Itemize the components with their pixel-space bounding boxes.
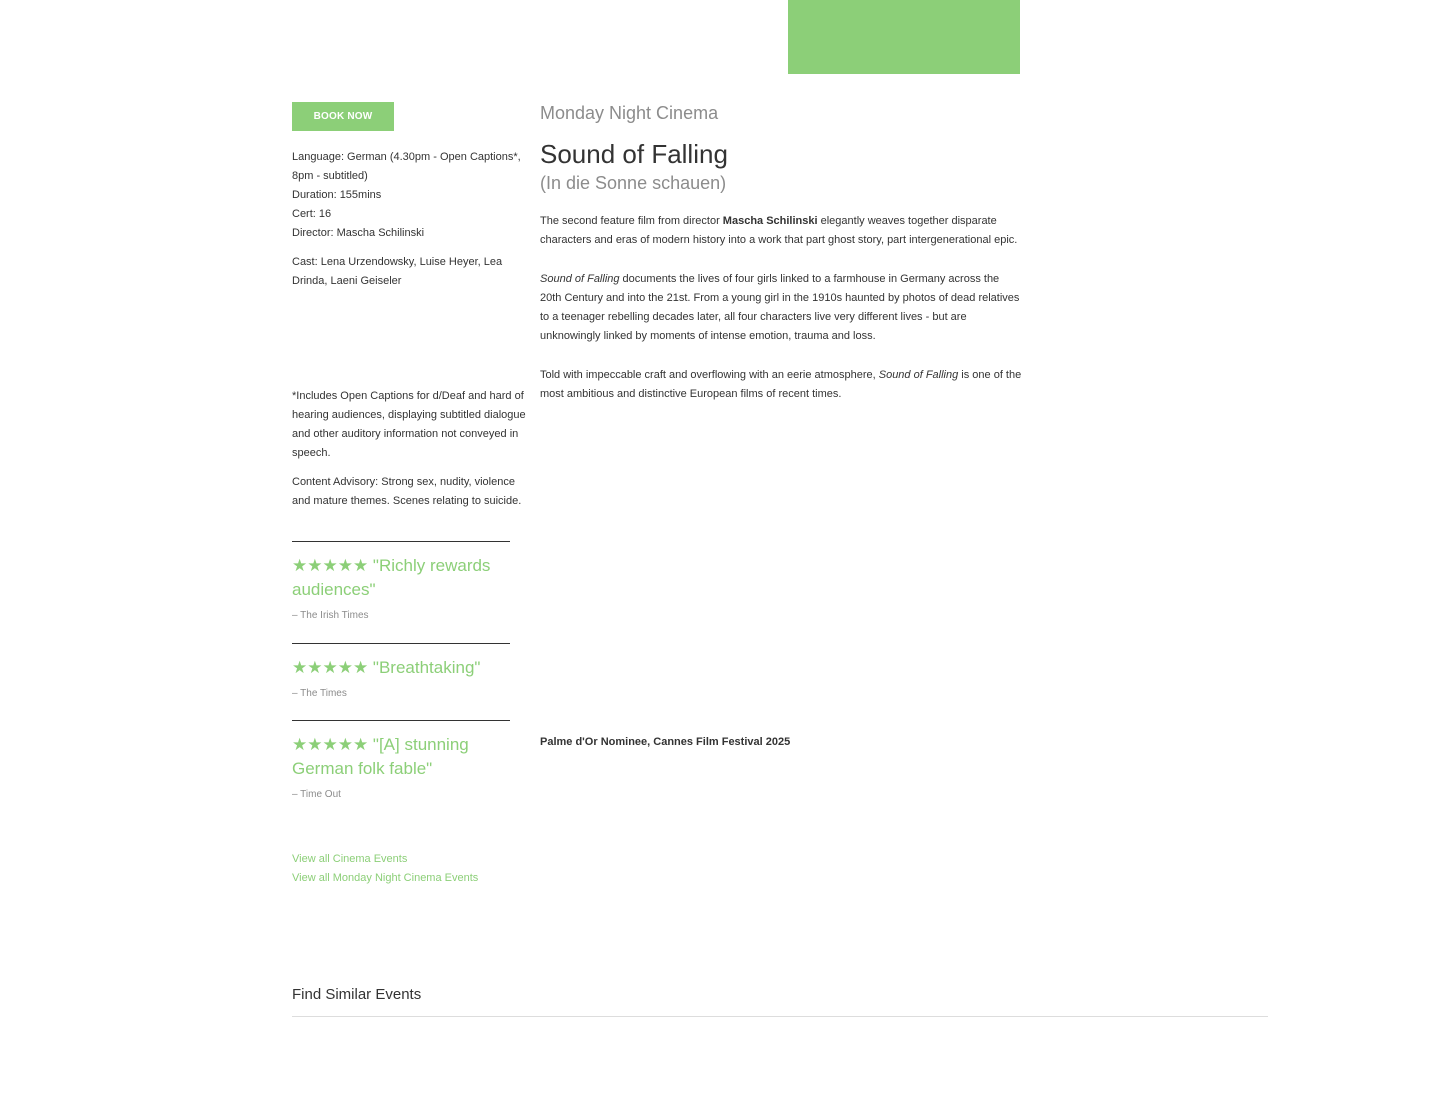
event-sidebar — [292, 102, 526, 888]
review-item — [292, 643, 510, 701]
event-main — [540, 102, 1022, 404]
info-director: Director: Mascha Schilinski — [292, 227, 425, 239]
desc-text: documents the lives of four girls linked to a farmhouse in Germany across the 20th Century and into the 21st. From a young girl in the 1910s haunted by photos of dead relatives to a teenager rebelling decades later, all four characters live very different lives - but are unknowingly linked by moments of intense emotion, trauma and loss. — [540, 273, 1020, 342]
find-similar-title: Find Similar Events — [292, 986, 422, 1003]
review-item — [292, 720, 510, 802]
content-advisory: Content Advisory: Strong sex, nudity, violence and mature themes. Scenes relating to suicide. — [292, 476, 522, 507]
film-original-title: (In die Sonne schauen) — [540, 173, 727, 193]
film-title-inline: Sound of Falling — [878, 369, 959, 381]
event-links — [292, 850, 526, 888]
desc-text: The second feature film from director — [540, 215, 723, 227]
director-name: Mascha Schilinski — [722, 215, 818, 227]
review-item — [292, 541, 510, 623]
event-info — [292, 148, 526, 243]
info-duration: Duration: 155mins — [292, 189, 382, 201]
page-title: Sound of Falling — [540, 139, 728, 169]
info-language: Language: German (4.30pm - Open Captions*, 8pm - subtitled) — [292, 151, 521, 182]
description-paragraph — [540, 366, 1022, 404]
review-source: – Time Out — [292, 789, 341, 800]
top-banner-image — [788, 0, 1020, 74]
open-captions-note: *Includes Open Captions for d/Deaf and hard of hearing audiences, displaying subtitled dialogue and other auditory information not conveyed in speech. — [292, 390, 526, 459]
desc-text: Told with impeccable craft and overflowing with an eerie atmosphere, — [540, 369, 879, 381]
review-quote: ★★★★★ "[A] stunning German folk fable" — [292, 735, 469, 778]
review-quote: ★★★★★ "Breathtaking" — [292, 658, 481, 677]
view-all-cinema-events-link[interactable]: View all Cinema Events — [292, 853, 408, 865]
film-title-inline: Sound of Falling — [540, 273, 620, 285]
desc-text: elegantly weaves together disparate characters and eras of modern history into a work that part ghost story, part intergenerational epic. — [540, 215, 1018, 246]
info-cert: Cert: 16 — [292, 208, 332, 220]
book-now-button[interactable]: BOOK NOW — [292, 102, 394, 131]
review-quote: ★★★★★ "Richly rewards audiences" — [292, 556, 491, 599]
info-cast: Cast: Lena Urzendowsky, Luise Heyer, Lea Drinda, Laeni Geiseler — [292, 256, 503, 287]
award-note: Palme d'Or Nominee, Cannes Film Festival 2025 — [540, 736, 791, 748]
event-series: Monday Night Cinema — [540, 103, 719, 123]
view-all-monday-night-cinema-link[interactable]: View all Monday Night Cinema Events — [292, 872, 479, 884]
desc-text: is one of the most ambitious and distinctive European films of recent times. — [540, 369, 1022, 400]
description-paragraph — [540, 270, 1022, 346]
find-similar-section — [292, 985, 1268, 1017]
review-source: – The Irish Times — [292, 610, 369, 621]
description-paragraph — [540, 212, 1022, 250]
review-source: – The Times — [292, 688, 347, 699]
